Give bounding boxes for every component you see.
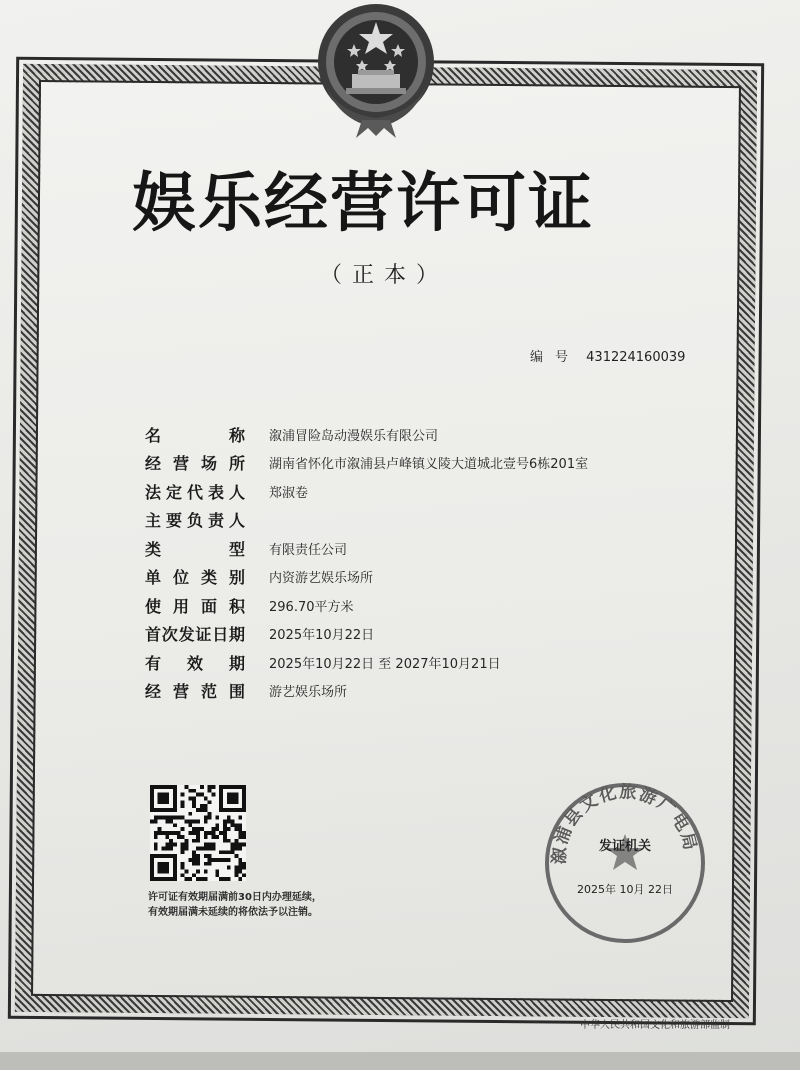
field-row [145, 534, 665, 563]
notice-line: 许可证有效期届满前30日内办理延续， [148, 892, 322, 903]
certificate-fields [145, 420, 665, 705]
qr-code-icon [150, 785, 246, 881]
issue-date: 2025年 10月 22日 [577, 883, 673, 896]
field-value: 郑淑卷 [269, 485, 309, 501]
field-label: 使 用 面 积 [145, 596, 245, 616]
field-value: 2025年10月22日 [269, 628, 375, 644]
certificate-number-value: 431224160039 [586, 350, 686, 365]
field-label: 法 定 代 表 人 [145, 482, 245, 502]
field-row [145, 563, 665, 592]
field-row [145, 506, 665, 535]
issuer-label: 发证机关 [598, 839, 652, 854]
field-value: 内资游艺娱乐场所 [269, 571, 374, 587]
field-label: 首 次 发 证 日 期 [145, 625, 245, 645]
document-subtitle: （正本） [320, 263, 449, 288]
field-row [145, 677, 665, 706]
field-row [145, 477, 665, 506]
field-value: 溆浦冒险岛动漫娱乐有限公司 [269, 428, 439, 444]
field-label: 经 营 场 所 [145, 454, 245, 474]
certificate-number [530, 346, 685, 365]
field-label: 有 效 期 [145, 653, 245, 673]
field-value: 游艺娱乐场所 [269, 685, 348, 701]
seal-text: 溆浦县文化旅游广电局 [549, 782, 701, 865]
field-row [145, 648, 665, 677]
field-label: 单 位 类 别 [145, 568, 245, 588]
document-title: 娱乐经营许可证 [132, 166, 594, 241]
field-row [145, 449, 665, 478]
national-emblem-icon [306, 0, 446, 140]
official-seal-icon [540, 778, 710, 948]
field-label: 类 型 [145, 539, 245, 559]
field-row [145, 591, 665, 620]
notice-line: 有效期届满未延续的将依法予以注销。 [148, 907, 318, 918]
field-value: 湖南省怀化市溆浦县卢峰镇义陵大道城北壹号6栋201室 [269, 457, 589, 473]
validity-notice [148, 890, 368, 920]
field-label: 主 要 负 责 人 [145, 511, 245, 531]
field-value: 2025年10月22日 至 2027年10月21日 [269, 656, 501, 672]
field-value: 296.70平方米 [269, 599, 354, 615]
supervisor-footer: 中华人民共和国文化和旅游部监制 [580, 1020, 730, 1031]
certificate-number-label: 编号 [530, 350, 581, 365]
field-row [145, 420, 665, 449]
field-value: 有限责任公司 [269, 542, 348, 558]
field-label: 名 称 [145, 425, 245, 445]
field-row [145, 620, 665, 649]
background-surface [0, 1052, 800, 1070]
field-label: 经 营 范 围 [145, 682, 245, 702]
